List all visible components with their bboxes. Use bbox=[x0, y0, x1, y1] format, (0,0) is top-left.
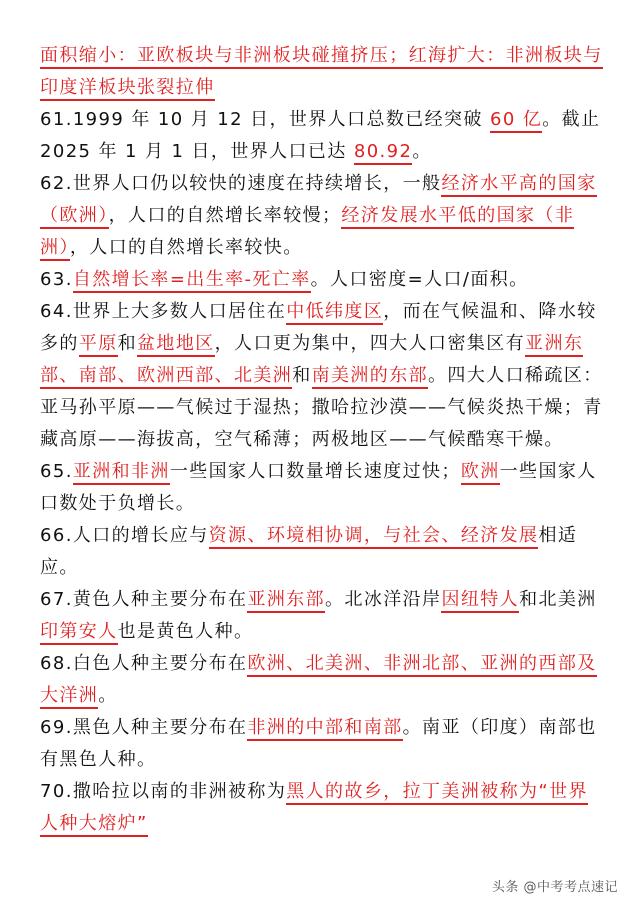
paragraph-text: 。四大人口稀疏区：亚马孙平原——气候过于湿热；撒哈拉沙漠——气候炎热干燥；青藏高原——海拔高，空气稀薄；两极地区——气候酷寒干燥。 bbox=[40, 365, 603, 450]
paragraph-text: 一些国家人口数量增长速度过快； bbox=[169, 461, 461, 482]
paragraph-text: 65. bbox=[40, 461, 73, 482]
note-paragraph bbox=[40, 264, 606, 296]
paragraph-text: ，人口的自然增长率较慢； bbox=[108, 205, 342, 226]
highlighted-key-phrase: 资源、环境相协调，与社会、经济发展 bbox=[209, 525, 539, 549]
note-paragraph bbox=[40, 168, 606, 264]
paragraph-text: 。 bbox=[412, 141, 432, 162]
note-paragraph bbox=[40, 104, 606, 168]
highlighted-key-phrase: 经济水平高的国家（欧洲） bbox=[40, 173, 597, 229]
note-paragraph bbox=[40, 648, 606, 712]
highlighted-key-phrase: 面积缩小：亚欧板块与非洲板块碰撞挤压；红海扩大：非洲板块与印度洋板块张裂拉伸 bbox=[40, 45, 603, 101]
paragraph-text: 62.世界人口仍以较快的速度在持续增长，一般 bbox=[40, 173, 442, 194]
highlighted-key-phrase: 南美洲的东部 bbox=[312, 365, 428, 389]
paragraph-text: 64.世界上大多数人口居住在 bbox=[40, 301, 287, 322]
paragraph-text: 。南亚（印度）南部也有黑色人种。 bbox=[40, 717, 597, 770]
paragraph-text: 相适应。 bbox=[40, 525, 578, 578]
paragraph-text: 和北美洲 bbox=[519, 589, 597, 610]
paragraph-text: ，人口更为集中，四大人口密集区有 bbox=[214, 333, 526, 354]
highlighted-key-phrase: 黑人的故乡，拉丁美洲被称为“世界人种大熔炉” bbox=[40, 781, 588, 837]
highlighted-key-phrase: 欧洲、北美洲、非洲北部、亚洲的西部及大洋洲 bbox=[40, 653, 597, 709]
paragraph-text: 61.1999 年 10 月 12 日，世界人口总数已经突破 bbox=[40, 109, 490, 130]
highlighted-key-phrase: 亚洲东部 bbox=[247, 589, 325, 613]
highlighted-key-phrase: 亚洲东部、南部、欧洲西部、北美洲 bbox=[40, 333, 583, 389]
note-paragraph bbox=[40, 456, 606, 520]
paragraph-text: 。 bbox=[98, 685, 118, 706]
note-paragraph bbox=[40, 712, 606, 776]
paragraph-text: 一些国家人口数处于负增长。 bbox=[40, 461, 597, 514]
paragraph-text: 。截止 2025 年 1 月 1 日，世界人口已达 bbox=[40, 109, 601, 162]
highlighted-key-phrase: 80.92 bbox=[354, 141, 413, 165]
paragraph-text: 和 bbox=[117, 333, 138, 354]
paragraph-text: ，人口的自然增长率较快。 bbox=[69, 237, 303, 258]
note-paragraph bbox=[40, 296, 606, 456]
note-paragraph bbox=[40, 520, 606, 584]
highlighted-key-phrase: 自然增长率=出生率-死亡率 bbox=[73, 269, 311, 293]
paragraph-text: 69.黑色人种主要分布在 bbox=[40, 717, 248, 738]
highlighted-key-phrase: 盆地地区 bbox=[137, 333, 215, 357]
note-paragraph bbox=[40, 584, 606, 648]
paragraph-text: ，而在气候温和、降水较多的 bbox=[40, 301, 597, 354]
highlighted-key-phrase: 经济发展水平低的国家（非洲） bbox=[40, 205, 574, 261]
paragraph-text: 和 bbox=[292, 365, 312, 386]
note-paragraph bbox=[40, 776, 606, 840]
highlighted-key-phrase: 平原 bbox=[79, 333, 118, 357]
highlighted-key-phrase: 因纽特人 bbox=[441, 589, 519, 613]
paragraph-text: 。北冰洋沿岸 bbox=[325, 589, 442, 610]
highlighted-key-phrase: 非洲的中部和南部 bbox=[247, 717, 402, 741]
paragraph-text: 63. bbox=[40, 269, 73, 290]
highlighted-key-phrase: 欧洲 bbox=[461, 461, 500, 485]
highlighted-key-phrase: 中低纬度区 bbox=[286, 301, 383, 325]
highlighted-key-phrase: 60 亿 bbox=[490, 109, 542, 133]
paragraph-text: 70.撒哈拉以南的非洲被称为 bbox=[40, 781, 287, 802]
paragraph-text: 也是黄色人种。 bbox=[117, 621, 254, 642]
paragraph-text: 66.人口的增长应与 bbox=[40, 525, 209, 546]
highlighted-key-phrase: 亚洲和非洲 bbox=[73, 461, 170, 485]
paragraph-text: 67.黄色人种主要分布在 bbox=[40, 589, 248, 610]
note-paragraph bbox=[40, 40, 606, 104]
paragraph-text: 。人口密度=人口/面积。 bbox=[310, 269, 529, 290]
watermark-text: 头条 @中考考点速记 bbox=[491, 880, 618, 895]
paragraph-text: 68.白色人种主要分布在 bbox=[40, 653, 248, 674]
highlighted-key-phrase: 印第安人 bbox=[40, 621, 118, 645]
